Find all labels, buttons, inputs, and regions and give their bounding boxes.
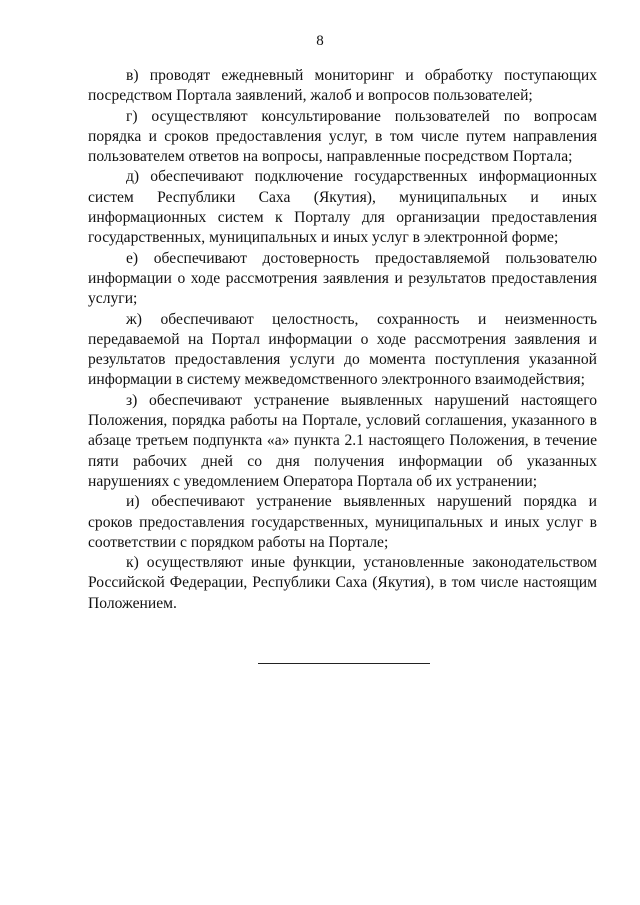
page-number: 8 xyxy=(316,33,324,49)
end-of-document-divider xyxy=(258,663,430,664)
paragraph-item-i: и) обеспечивают устранение выявленных нарушений порядка и сроков предоставления государственных, муниципальных и иных услуг в соответствии с порядком работы на Портале; xyxy=(88,493,597,551)
paragraph-item-zh: ж) обеспечивают целостность, сохранность и неизменность передаваемой на Портал информации о ходе рассмотрения заявления и результатов предоставления услуги до момента поступления указанной информации в систему межведомственного электронного взаимодействия; xyxy=(88,310,597,389)
paragraph-item-v: в) проводят ежедневный мониторинг и обработку поступающих посредством Портала заявлений, жалоб и вопросов пользователей; xyxy=(88,67,597,105)
paragraph-item-d: д) обеспечивают подключение государственных информационных систем Республики Саха (Якутия), муниципальных и иных информационных систем к Порталу для организации предоставления государственных, муниципальных и иных услуг в электронной форме; xyxy=(88,168,597,247)
paragraph-item-e: е) обеспечивают достоверность предоставляемой пользователю информации о ходе рассмотрения заявления и результатов предоставления услуги; xyxy=(88,249,597,308)
paragraph-item-k: к) осуществляют иные функции, установленные законодательством Российской Федерации, Республики Саха (Якутия), в том числе настоящим Положением. xyxy=(88,554,597,612)
document-body xyxy=(88,66,597,614)
paragraph-item-z: з) обеспечивают устранение выявленных нарушений настоящего Положения, порядка работы на Портале, условий соглашения, указанного в абзаце третьем подпункта «а» пункта 2.1 настоящего Положения, в течение пяти рабочих дней со дня получения информации об указанных нарушениях с уведомлением Оператора Портала об их устранении; xyxy=(88,391,597,490)
paragraph-item-g: г) осуществляют консультирование пользователей по вопросам порядка и сроков предоставления услуг, в том числе путем направления пользователем ответов на вопросы, направленные посредством Портала; xyxy=(88,107,597,166)
